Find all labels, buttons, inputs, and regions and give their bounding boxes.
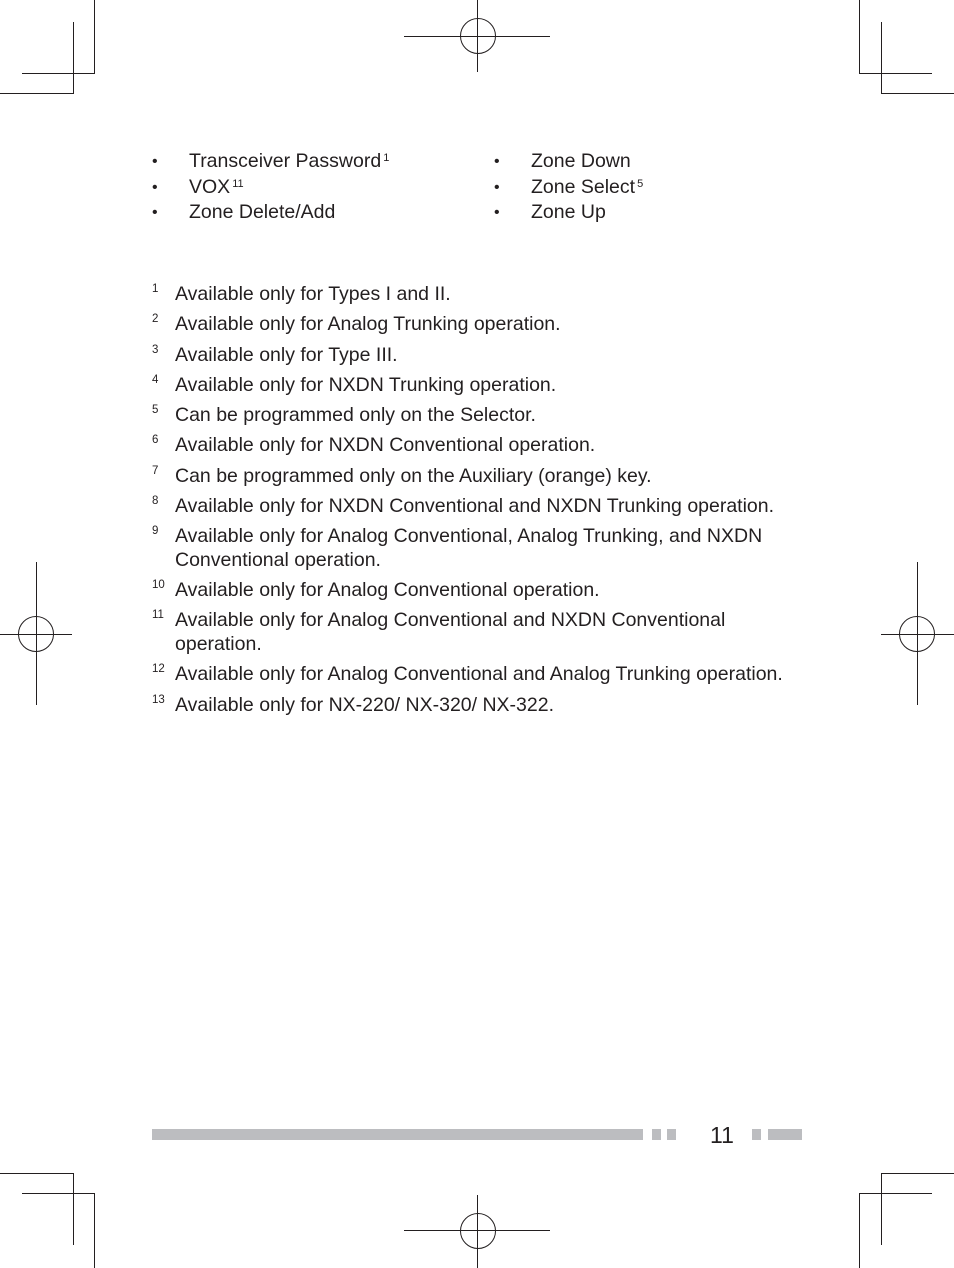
footnote-ref: 11 bbox=[232, 177, 244, 190]
list-item-label: Transceiver Password bbox=[189, 150, 382, 172]
bullet-icon: • bbox=[152, 204, 158, 221]
footnote-text: Available only for NXDN Conventional operation. bbox=[175, 434, 596, 457]
footer-bar-block bbox=[667, 1129, 676, 1140]
footnote-text: Available only for NXDN Conventional and NXDN Trunking operation. bbox=[175, 495, 775, 518]
footnote bbox=[152, 404, 812, 428]
footer-bar-block bbox=[652, 1129, 661, 1140]
footnote-number: 3 bbox=[152, 343, 159, 356]
footnote-number: 4 bbox=[152, 373, 159, 386]
footnote-list bbox=[152, 283, 812, 724]
list-item-label: Zone Up bbox=[531, 201, 606, 223]
bullet-icon: • bbox=[152, 178, 158, 196]
list-item-label: Zone Delete/Add bbox=[189, 201, 336, 223]
list-item-label: VOX bbox=[189, 175, 231, 198]
footnote-number: 7 bbox=[152, 464, 159, 477]
footnote bbox=[152, 663, 812, 687]
footnote-number: 12 bbox=[152, 663, 165, 676]
footnote-text: Available only for Types I and II. bbox=[175, 283, 451, 305]
footnote bbox=[152, 434, 812, 458]
page-number: 11 bbox=[710, 1122, 734, 1148]
footnote-text: Available only for NXDN Trunking operation. bbox=[175, 373, 557, 396]
footnote-text: Available only for Analog Conventional, Analog Trunking, and NXDN Conventional operation. bbox=[175, 525, 763, 571]
footnote-text: Available only for Analog Conventional and Analog Trunking operation. bbox=[175, 663, 783, 686]
list-item-label: Zone Down bbox=[531, 150, 631, 172]
footnote-number: 8 bbox=[152, 495, 159, 508]
footnote bbox=[152, 344, 812, 368]
footnote bbox=[152, 579, 812, 603]
footnote-text: Available only for Analog Trunking operation. bbox=[175, 313, 561, 336]
footnote-number: 2 bbox=[152, 313, 159, 326]
footnote bbox=[152, 374, 812, 398]
footer-bar-short bbox=[768, 1129, 802, 1140]
footnote bbox=[152, 525, 812, 572]
bullet-icon: • bbox=[494, 204, 500, 221]
footnote-text: Available only for NX-220/ NX-320/ NX-322. bbox=[175, 693, 555, 716]
footnote-text: Available only for Analog Conventional and NXDN Conventional operation. bbox=[175, 609, 726, 655]
footnote bbox=[152, 465, 812, 489]
footnote-number: 6 bbox=[152, 434, 159, 447]
footnote-text: Can be programmed only on the Selector. bbox=[175, 404, 536, 427]
footnote bbox=[152, 313, 812, 337]
footnote-text: Available only for Analog Conventional operation. bbox=[175, 579, 600, 602]
bullet-icon: • bbox=[152, 153, 158, 170]
footnote-number: 9 bbox=[152, 525, 159, 538]
footnote-ref: 1 bbox=[383, 152, 390, 164]
footnote bbox=[152, 495, 812, 519]
footnote bbox=[152, 609, 812, 656]
footnote-number: 1 bbox=[152, 283, 159, 295]
footnote-ref: 5 bbox=[637, 177, 644, 190]
footer-bar-block bbox=[752, 1129, 761, 1140]
footnote-number: 13 bbox=[152, 693, 165, 706]
footnote-number: 10 bbox=[152, 579, 165, 592]
list-item-label: Zone Select bbox=[531, 175, 636, 198]
footnote-number: 11 bbox=[152, 609, 164, 622]
bullet-icon: • bbox=[494, 178, 500, 196]
bullet-icon: • bbox=[494, 153, 500, 170]
footnote-text: Available only for Type III. bbox=[175, 343, 398, 366]
footnote bbox=[152, 694, 812, 718]
footer-bar-long bbox=[152, 1129, 643, 1140]
footnote-number: 5 bbox=[152, 404, 159, 417]
footnote-text: Can be programmed only on the Auxiliary (orange) key. bbox=[175, 464, 652, 487]
footnote bbox=[152, 283, 812, 307]
